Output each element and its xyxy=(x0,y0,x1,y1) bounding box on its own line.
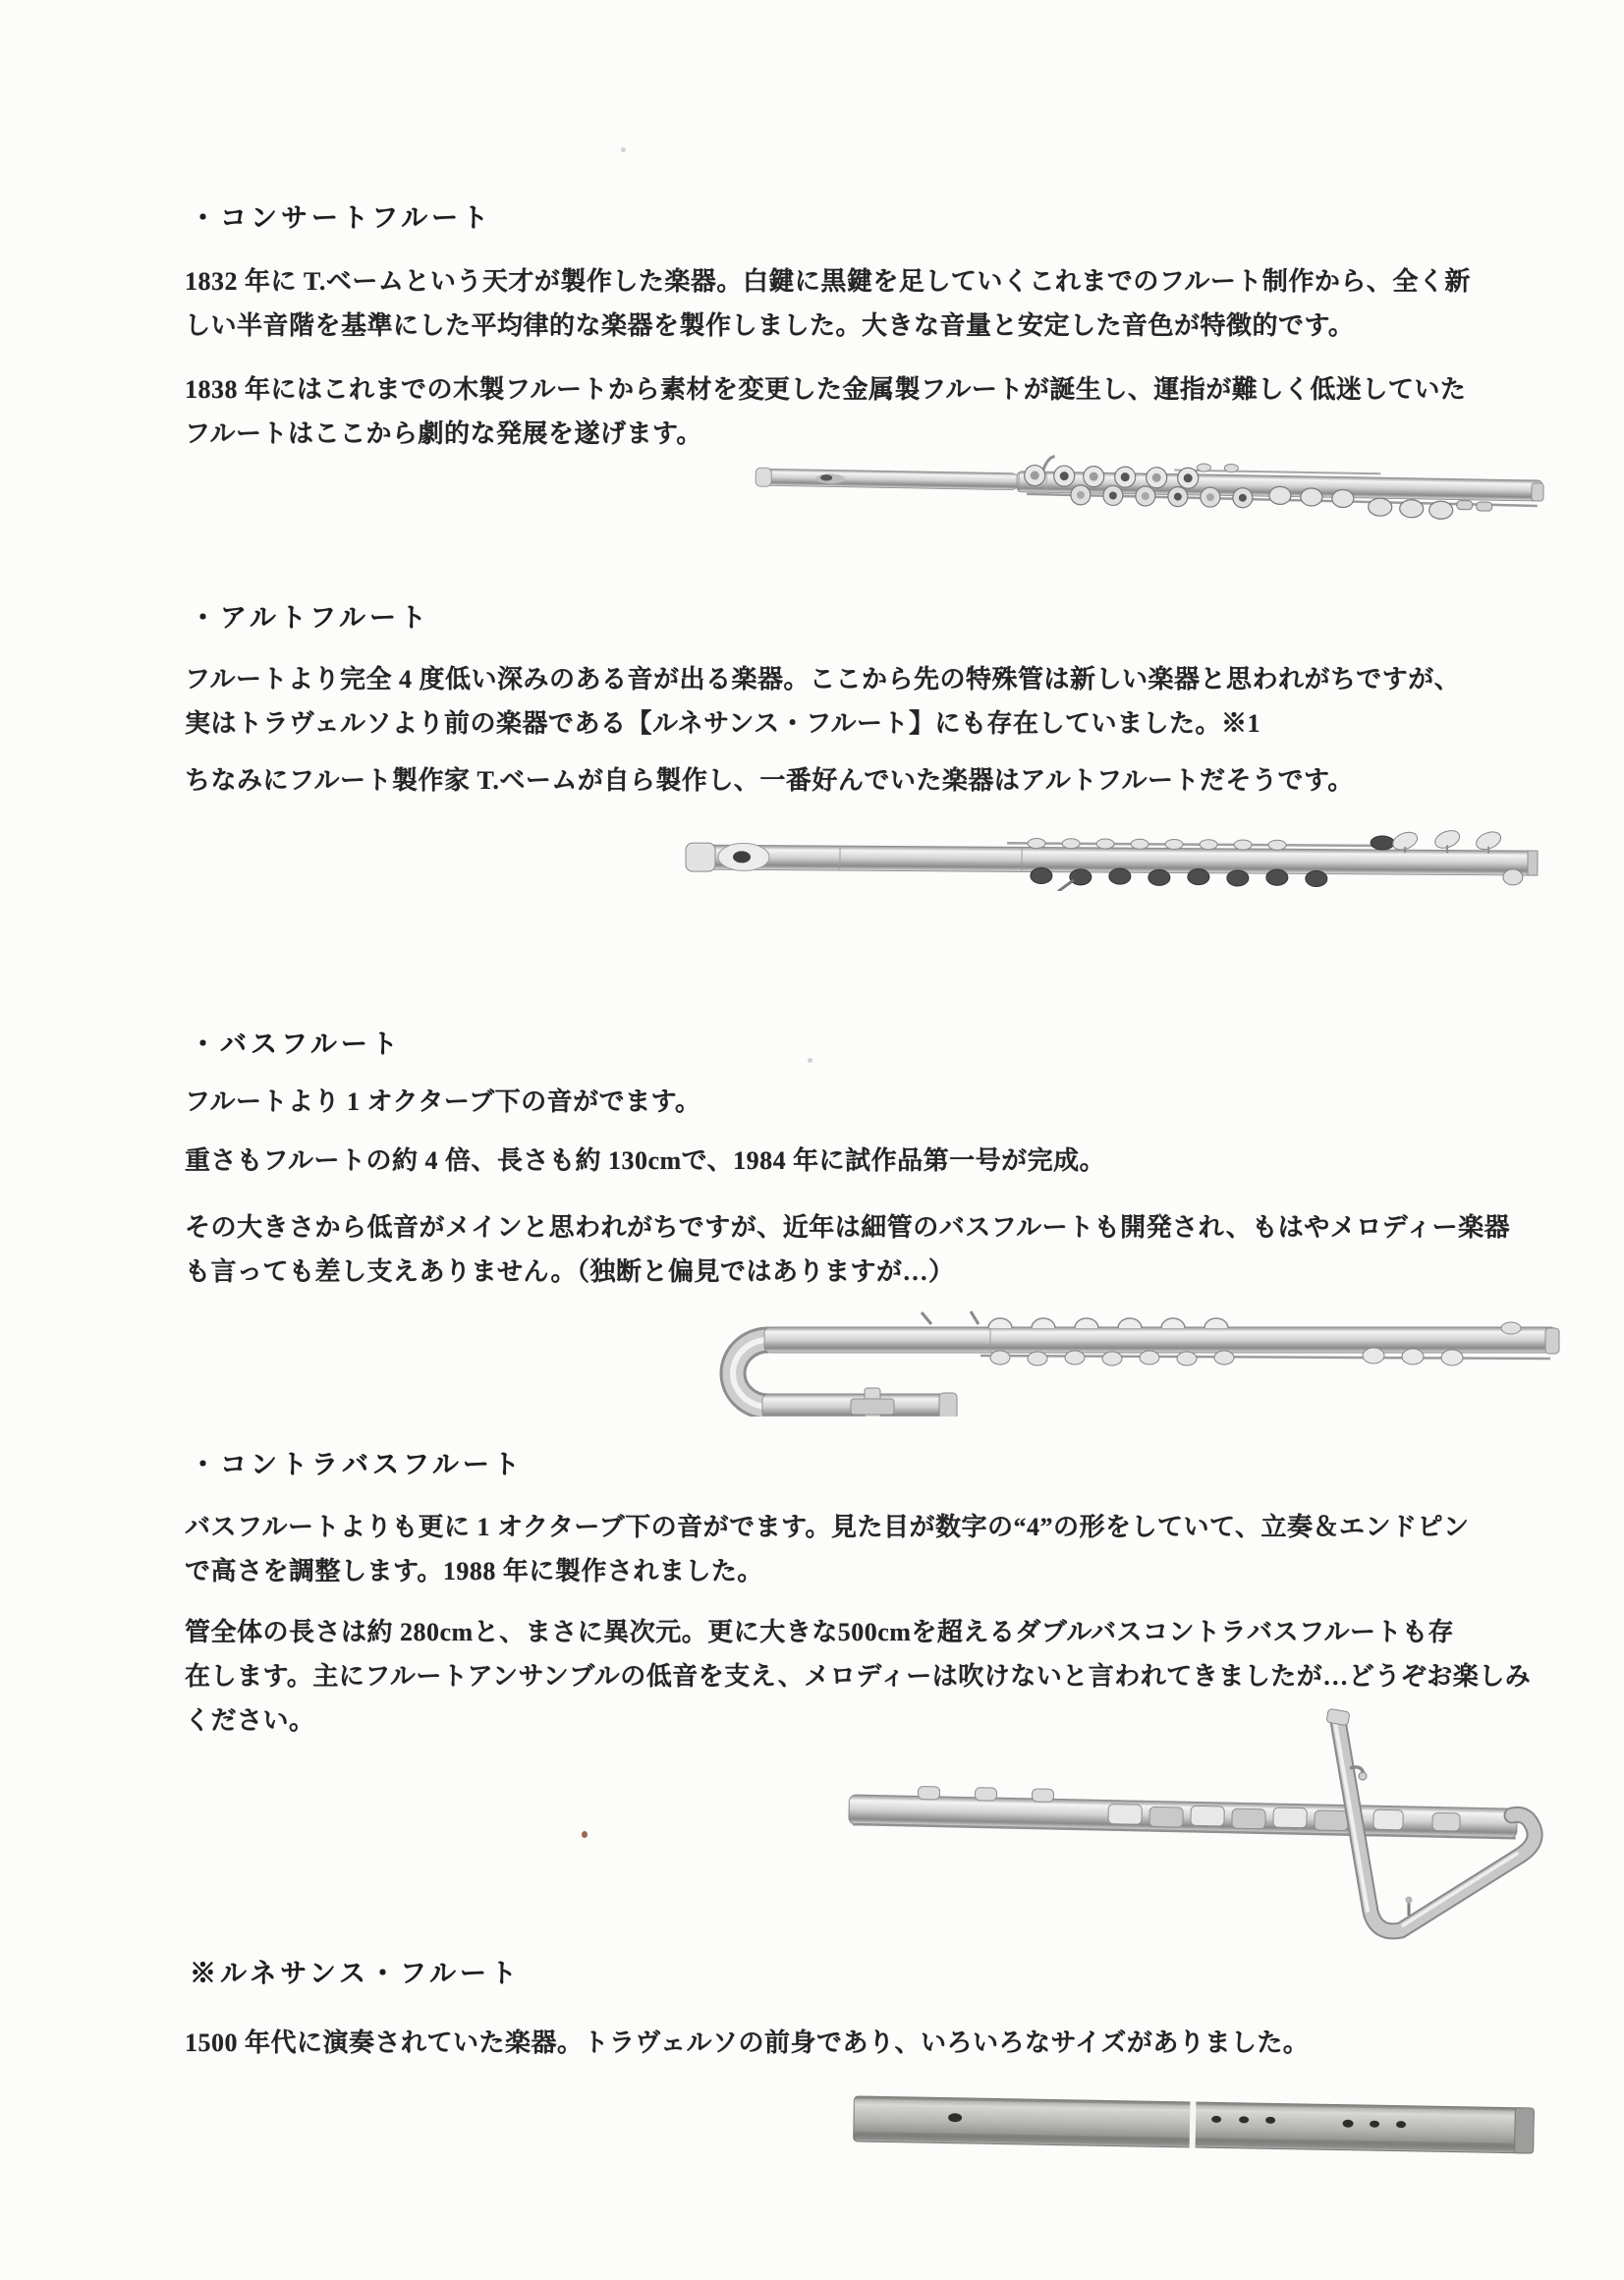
text-line: 1838 年にはこれまでの木製フルートから素材を変更した金属製フルートが誕生し、運指が難しく低迷していた xyxy=(185,375,1467,404)
text-line: フルートより 1 オクターブ下の音がでます。 xyxy=(185,1087,701,1116)
scan-speck xyxy=(582,1831,588,1838)
renaissance-flute-photo xyxy=(851,2092,1539,2161)
section-heading-concert-flute: ・コンサートフルート xyxy=(190,203,493,233)
text-line: も言っても差し支えありません。（独断と偏見ではありますが…） xyxy=(185,1257,955,1286)
section-heading-renaissance-flute: ※ルネサンス・フルート xyxy=(190,1959,521,1988)
text-line: 1500 年代に演奏されていた楽器。トラヴェルソの前身であり、いろいろなサイズがありました。 xyxy=(185,2029,1310,2057)
section-heading-contrabass-flute: ・コントラバスフルート xyxy=(190,1450,524,1479)
text-line: フルートはここから劇的な発展を遂げます。 xyxy=(185,419,702,448)
text-line: バスフルートよりも更に 1 オクターブ下の音がでます。見た目が数字の“4”の形をしていて、立奏＆エンドピン xyxy=(185,1513,1470,1541)
section-heading-bass-flute: ・バスフルート xyxy=(190,1029,402,1059)
text-line: 実はトラヴェルソより前の楽器である【ルネサンス・フルート】にも存在していました。※1 xyxy=(185,709,1261,738)
section-heading-alto-flute: ・アルトフルート xyxy=(190,603,431,633)
bass-flute-photo xyxy=(686,1310,1563,1417)
contrabass-flute-photo xyxy=(686,1707,1565,1951)
text-line: 重さもフルートの約 4 倍、長さも約 130cmで、1984 年に試作品第一号が完成。 xyxy=(185,1146,1106,1175)
scan-speck xyxy=(621,147,626,152)
text-line: しい半音階を基準にした平均律的な楽器を製作しました。大きな音量と安定した音色が特徴的です。 xyxy=(185,311,1355,340)
alto-flute-photo xyxy=(683,827,1542,891)
text-line: ちなみにフルート製作家 T.ベームが自ら製作し、一番好んでいた楽器はアルトフルートだそうです。 xyxy=(185,766,1354,795)
text-line: で高さを調整します。1988 年に製作されました。 xyxy=(185,1557,763,1585)
text-line: フルートより完全 4 度低い深みのある音が出る楽器。ここから先の特殊管は新しい楽器と思われがちですが、 xyxy=(185,665,1461,694)
text-line: 管全体の長さは約 280cmと、まさに異次元。更に大きな500cmを超えるダブルバスコントラバスフルートも存 xyxy=(185,1618,1454,1646)
text-line: ください。 xyxy=(185,1706,315,1735)
text-line: 在します。主にフルートアンサンブルの低音を支え、メロディーは吹けないと言われてきましたが…どうぞお楽しみ xyxy=(185,1662,1532,1691)
concert-flute-photo xyxy=(752,450,1547,528)
text-line: その大きさから低音がメインと思われがちですが、近年は細管のバスフルートも開発され、もはやメロディー楽器 xyxy=(185,1213,1511,1242)
text-line: 1832 年に T.ベームという天才が製作した楽器。白鍵に黒鍵を足していくこれまでのフルート制作から、全く新 xyxy=(185,267,1471,296)
scan-speck xyxy=(808,1058,812,1063)
